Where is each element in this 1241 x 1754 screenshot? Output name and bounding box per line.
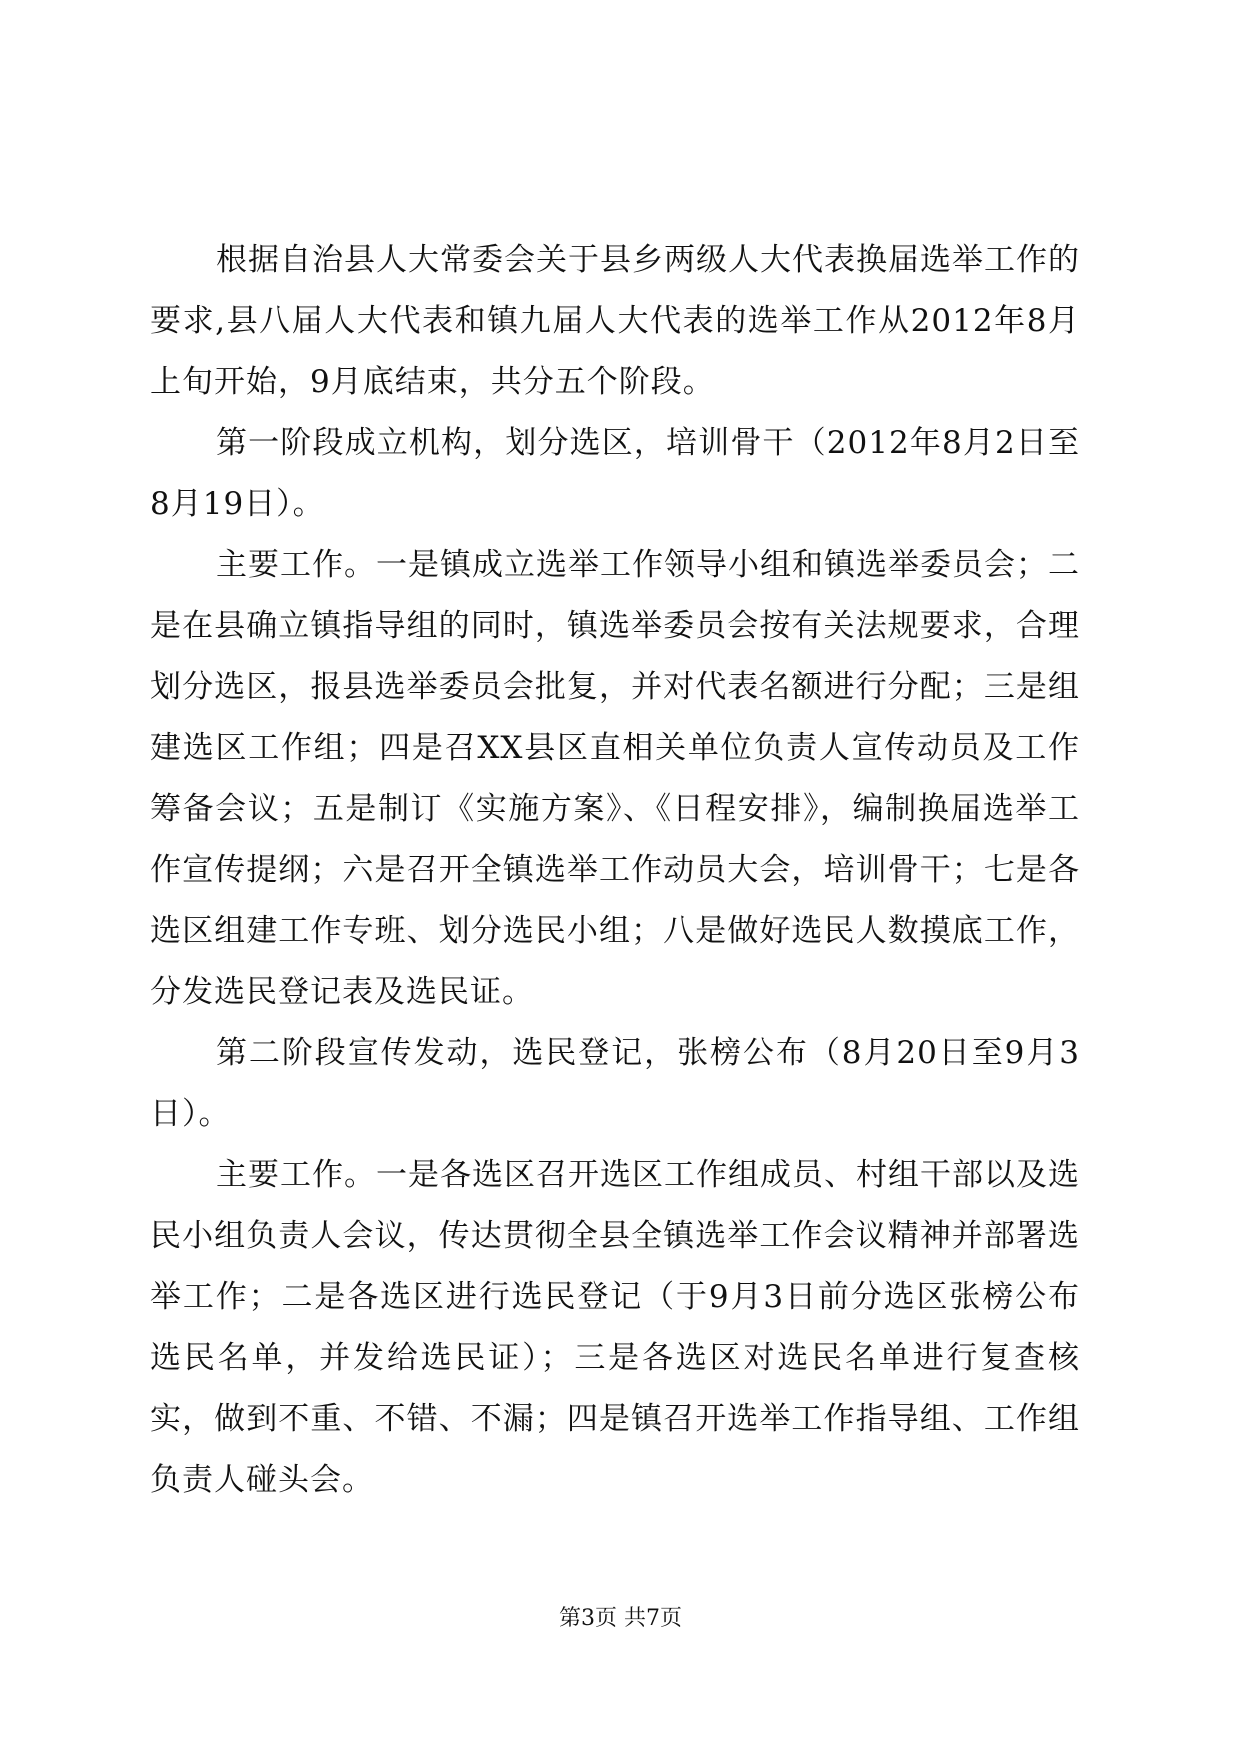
- paragraph-stage-two-heading: 第二阶段宣传发动，选民登记，张榜公布（8月20日至9月3日）。: [150, 1035, 1080, 1132]
- page-number-footer: 第3页 共7页: [559, 1606, 682, 1631]
- paragraph-stage-one-tasks: 主要工作。一是镇成立选举工作领导小组和镇选举委员会；二是在县确立镇指导组的同时，镇选举委员会按有关法规要求，合理划分选区，报县选举委员会批复，并对代表名额进行分配；三是组建选区工作组；四是召XX县区直相关单位负责人宣传动员及工作筹备会议；五是制订《实施方案》、《日程安排》，编制换届选举工作宣传提纲；六是召开全镇选举工作动员大会，培训骨干；七是各选区组建工作专班、划分选民小组；八是做好选民人数摸底工作，分发选民登记表及选民证。: [150, 547, 1080, 1010]
- paragraph-intro: 根据自治县人大常委会关于县乡两级人大代表换届选举工作的要求,县八届人大代表和镇九届人大代表的选举工作从2012年8月上旬开始，9月底结束，共分五个阶段。: [150, 242, 1080, 400]
- paragraph-stage-one-heading: 第一阶段成立机构，划分选区，培训骨干（2012年8月2日至8月19日）。: [150, 425, 1080, 522]
- document-body: [150, 230, 1080, 1511]
- paragraph-stage-two-tasks: 主要工作。一是各选区召开选区工作组成员、村组干部以及选民小组负责人会议，传达贯彻全县全镇选举工作会议精神并部署选举工作；二是各选区进行选民登记（于9月3日前分选区张榜公布选民名单，并发给选民证）；三是各选区对选民名单进行复查核实，做到不重、不错、不漏；四是镇召开选举工作指导组、工作组负责人碰头会。: [150, 1157, 1080, 1498]
